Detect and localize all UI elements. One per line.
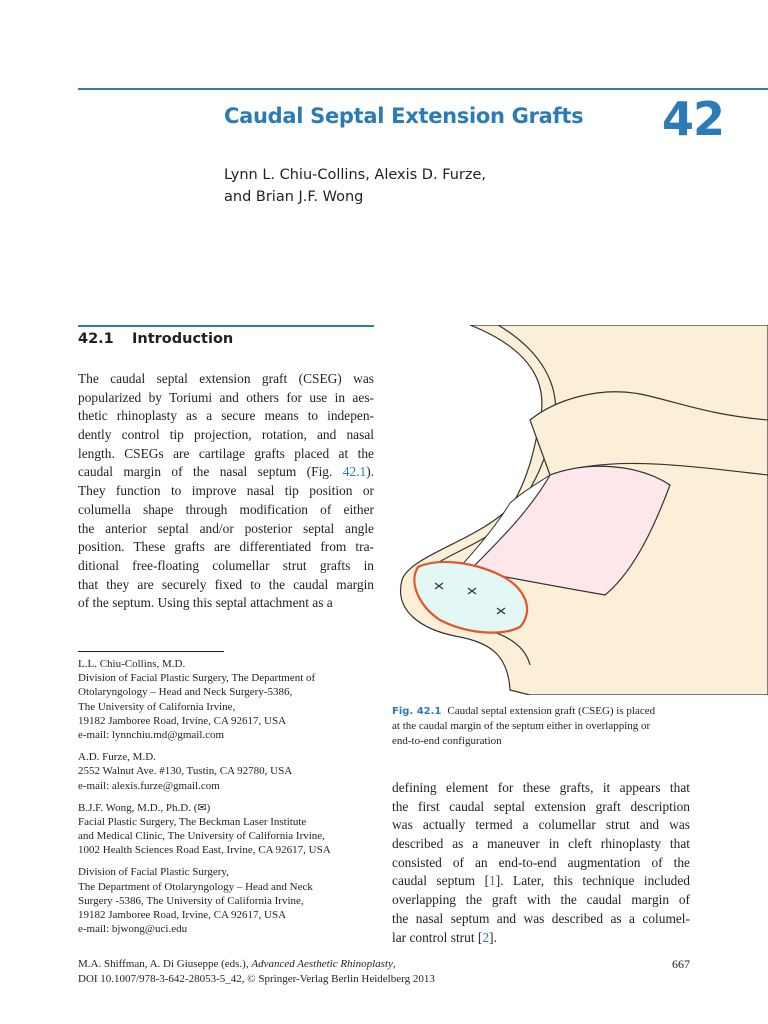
text-run: consisted of an end-to-end augmentation of the: [392, 854, 690, 870]
right-text-line: [392, 891, 690, 910]
footnote-line: The University of California Irvine,: [78, 700, 236, 713]
text-run: defining element for these grafts, it appears that: [392, 780, 690, 795]
left-text-line: [78, 389, 374, 408]
text-run: lar control strut [: [392, 929, 483, 945]
right-text-line: [392, 854, 690, 873]
right-text-line: [392, 816, 690, 835]
right-text-line: [392, 798, 690, 817]
authors-line: Lynn L. Chiu-Collins, Alexis D. Furze,: [224, 167, 487, 183]
right-text-line: [392, 779, 690, 798]
section-heading: [78, 331, 233, 347]
text-run: length. CSEGs are cartilage grafts placed at the: [78, 445, 374, 461]
text-run: ).: [366, 464, 374, 480]
text-run: caudal septum [: [392, 873, 490, 889]
footnote-line: L.L. Chiu-Collins, M.D.: [78, 658, 186, 670]
section-title: Introduction: [132, 331, 234, 347]
footer-book-title: Advanced Aesthetic Rhinoplasty: [251, 958, 393, 970]
text-run: ditional free-floating columellar strut grafts in: [78, 557, 374, 573]
footnote-line: A.D. Furze, M.D.: [78, 751, 156, 764]
footnote-line: The Department of Otolaryngology – Head and Neck: [78, 880, 313, 893]
footnote-line: Surgery -5386, The University of California Irvine,: [78, 894, 304, 907]
text-run: described as a maneuver in cleft rhinoplasty that: [392, 836, 690, 852]
footnote-line: e-mail: bjwong@uci.edu: [78, 923, 188, 936]
left-text-line: [78, 445, 374, 464]
page-footer: [78, 957, 435, 987]
page-number: 667: [672, 957, 690, 971]
footnote-line: and Medical Clinic, The University of California Irvine,: [78, 830, 325, 843]
left-text-line: [78, 576, 374, 595]
left-text-line: [78, 463, 374, 482]
chapter-authors: [224, 164, 486, 208]
chapter-title: Caudal Septal Extension Grafts: [224, 104, 584, 128]
footnote-line: e-mail: alexis.furze@gmail.com: [78, 779, 220, 792]
text-run: was actually termed a columellar strut and was: [392, 817, 690, 833]
footnote-line: 19182 Jamboree Road, Irvine, CA 92617, USA: [78, 714, 287, 727]
citation-link[interactable]: 1: [489, 873, 496, 889]
caption-line: Caudal septal extension graft (CSEG) is placed: [447, 705, 656, 717]
left-text-line: [78, 426, 374, 445]
footnote-line: Otolaryngology – Head and Neck Surgery-5386,: [78, 686, 293, 699]
text-run: the anterior septal and/or posterior septal angle: [78, 520, 374, 536]
footnote-line: 2552 Walnut Ave. #130, Tustin, CA 92780, USA: [78, 765, 293, 778]
footnote-rule: [78, 651, 224, 652]
left-text-line: [78, 538, 374, 557]
left-text-line: [78, 370, 374, 389]
footer-doi: DOI 10.1007/978-3-642-28053-5_42, © Springer-Verlag Berlin Heidelberg 2013: [78, 973, 435, 985]
footer-editors: M.A. Shiffman, A. Di Giuseppe (eds.),: [78, 958, 252, 970]
text-run: position. These grafts are differentiated from tra-: [78, 539, 374, 555]
right-text-line: [392, 929, 690, 948]
section-number: 42.1: [78, 331, 114, 347]
text-run: overlapping the graft with the caudal margin of: [392, 892, 690, 908]
top-rule: [78, 88, 768, 90]
figure-illustration: [380, 325, 768, 695]
caption-line: at the caudal margin of the septum either in overlapping or: [392, 720, 651, 732]
text-run: dently control tip projection, rotation, and nasal: [78, 427, 374, 443]
footnote-line: Division of Facial Plastic Surgery,: [78, 866, 229, 879]
citation-link[interactable]: 2: [482, 929, 490, 945]
author-footnotes: [78, 657, 378, 944]
left-text-line: [78, 520, 374, 539]
right-text-line: [392, 910, 690, 929]
figure-caption: [392, 704, 690, 749]
footnote-line: e-mail: lynnchiu.md@gmail.com: [78, 728, 225, 741]
left-text-line: [78, 557, 374, 576]
text-run: ].: [489, 929, 497, 945]
text-run: caudal margin of the nasal septum (Fig.: [78, 464, 343, 480]
authors-line: and Brian J.F. Wong: [224, 189, 364, 205]
text-run: of the septum. Using this septal attachment as a: [78, 595, 333, 611]
footnote-line: 1002 Health Sciences Road East, Irvine, CA 92617, USA: [78, 844, 331, 857]
chapter-number: 42: [662, 92, 725, 146]
text-run: ]. Later, this technique included: [495, 873, 690, 889]
left-text-line: [78, 482, 374, 501]
text-run: They function to improve nasal tip position or: [78, 483, 374, 499]
footnote-block: [78, 865, 378, 936]
footnote-line: Division of Facial Plastic Surgery, The Department of: [78, 672, 316, 685]
footer-comma: ,: [392, 958, 396, 970]
text-run: the nasal septum and was described as a columel-: [392, 910, 690, 926]
text-run: the first caudal septal extension graft description: [392, 798, 690, 814]
text-run: thetic rhinoplasty as a secure means to indepen-: [78, 408, 374, 424]
text-run: The caudal septal extension graft (CSEG) was: [78, 371, 374, 386]
text-run: columella shape through modification of either: [78, 501, 374, 517]
left-text-line: [78, 407, 374, 426]
footnote-block: [78, 750, 378, 793]
section-rule: [78, 325, 374, 327]
caption-line: end-to-end configuration: [392, 735, 502, 747]
right-text-line: [392, 835, 690, 854]
footnote-line: Facial Plastic Surgery, The Beckman Laser Institute: [78, 815, 307, 828]
left-text-line: [78, 594, 374, 613]
footnote-block: [78, 801, 378, 858]
citation-link[interactable]: 42.1: [342, 464, 367, 480]
left-text-line: [78, 501, 374, 520]
right-text-line: [392, 872, 690, 891]
left-column-text: [78, 370, 374, 613]
figure-label: Fig. 42.1: [392, 706, 442, 717]
footnote-line: B.J.F. Wong, M.D., Ph.D. (✉): [78, 801, 211, 814]
text-run: popularized by Toriumi and others for use in aes-: [78, 389, 374, 405]
text-run: that they are securely fixed to the caudal margin: [78, 576, 374, 592]
right-column-text: [392, 779, 690, 947]
footnote-line: 19182 Jamboree Road, Irvine, CA 92617, USA: [78, 909, 287, 921]
footnote-block: [78, 657, 378, 742]
